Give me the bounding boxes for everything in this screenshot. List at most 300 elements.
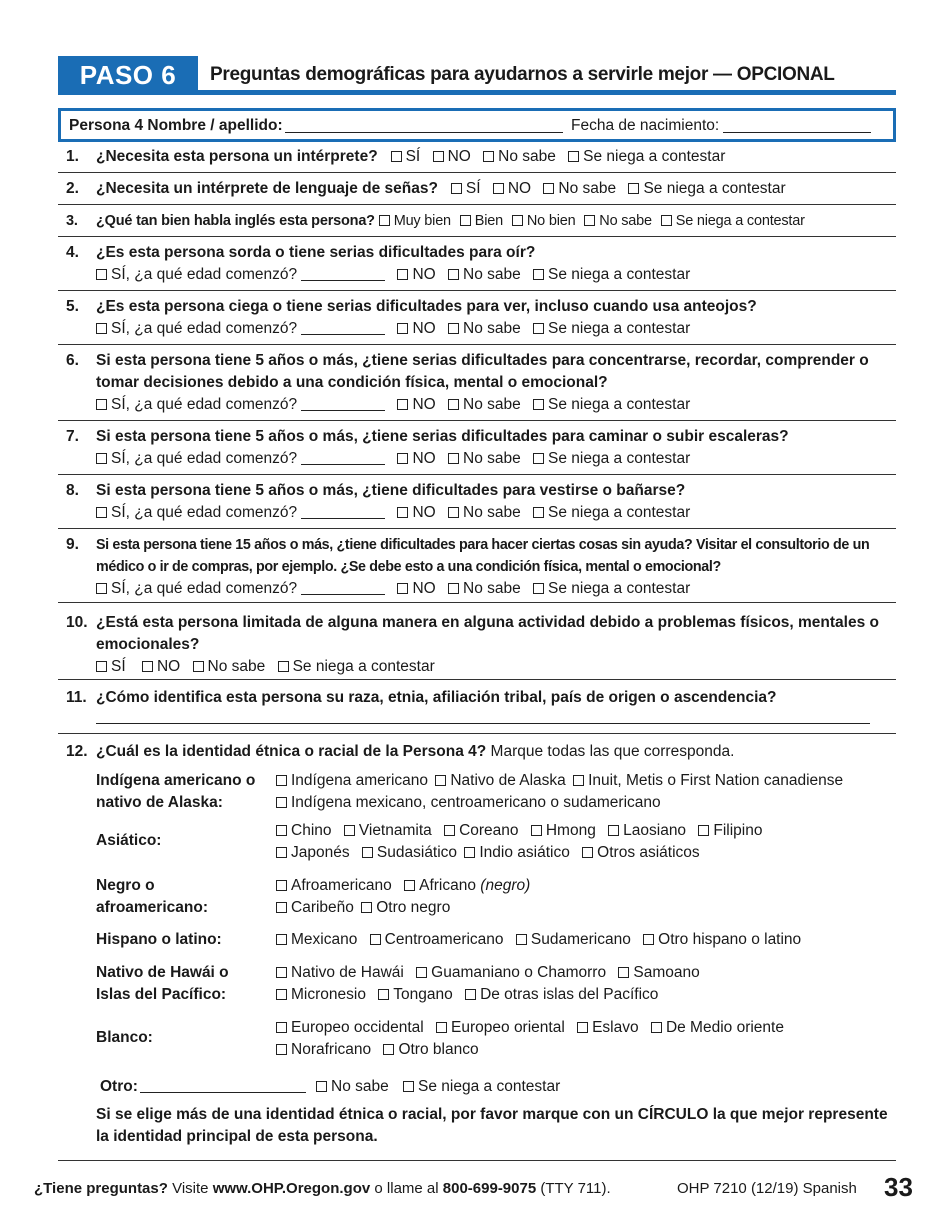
question-number: 9. xyxy=(66,536,79,553)
step-header xyxy=(58,56,896,96)
question-10 xyxy=(58,612,896,680)
checkbox[interactable] xyxy=(493,183,504,194)
checkbox[interactable] xyxy=(448,323,459,334)
option-dont-know[interactable] xyxy=(316,1078,389,1095)
question-text: ¿Cuál es la identidad étnica o racial de la Persona 4? xyxy=(96,743,487,760)
option-other-pacific[interactable] xyxy=(465,986,658,1003)
option-refuse[interactable] xyxy=(278,658,435,675)
age-field[interactable] xyxy=(301,451,385,465)
option-note: (negro) xyxy=(480,877,531,894)
option-label: NO xyxy=(507,180,532,197)
question-text: ¿Cómo identifica esta persona su raza, etnia, afiliación tribal, país de origen o ascendencia? xyxy=(96,689,777,706)
checkbox[interactable] xyxy=(533,507,544,518)
option-label: Otro blanco xyxy=(398,1041,479,1058)
option-no[interactable] xyxy=(397,320,435,337)
option-label: Se niega a contestar xyxy=(548,320,691,337)
option-very-well[interactable] xyxy=(379,213,451,229)
checkbox[interactable] xyxy=(448,399,459,410)
option-no[interactable] xyxy=(397,266,435,283)
question-text: Si esta persona tiene 15 años o más, ¿tiene dificultades para hacer ciertas cosas sin ayuda? Visitar el consultorio de un médico o ir de compras, por ejemplo. ¿Se debe esto a una condición física, mental o emocional? xyxy=(96,537,870,575)
option-label: Otro negro xyxy=(376,899,451,916)
ethnic-group-asian xyxy=(96,820,896,864)
checkbox[interactable] xyxy=(391,151,402,162)
option-refuse[interactable] xyxy=(533,266,690,283)
option-label: Micronesio xyxy=(291,986,366,1003)
option-label: Eslavo xyxy=(592,1019,639,1036)
option-refuse[interactable] xyxy=(661,213,805,229)
checkbox[interactable] xyxy=(618,967,629,978)
option-western-european[interactable] xyxy=(276,1019,424,1036)
question-text: ¿Es esta persona ciega o tiene serias dificultades para ver, incluso cuando usa anteojos? xyxy=(96,298,757,315)
checkbox[interactable] xyxy=(448,269,459,280)
question-8 xyxy=(58,480,896,529)
option-label: SÍ, ¿a qué edad comenzó? xyxy=(111,450,298,467)
option-label: Se niega a contestar xyxy=(583,148,726,165)
option-filipino[interactable] xyxy=(698,822,762,839)
question-1 xyxy=(58,146,896,173)
option-label: Se niega a contestar xyxy=(548,504,691,521)
option-dont-know[interactable] xyxy=(448,580,521,597)
ethnic-group-hispanic xyxy=(96,929,896,951)
question-number: 12. xyxy=(66,743,88,760)
checkbox[interactable] xyxy=(397,507,408,518)
option-label: No sabe xyxy=(207,658,266,675)
option-south-american[interactable] xyxy=(516,931,631,948)
checkbox[interactable] xyxy=(444,825,455,836)
option-dont-know[interactable] xyxy=(584,213,652,229)
origin-answer-field[interactable] xyxy=(96,723,870,724)
question-2 xyxy=(58,178,896,205)
checkbox[interactable] xyxy=(96,583,107,594)
question-number: 1. xyxy=(66,148,79,165)
checkbox[interactable] xyxy=(370,934,381,945)
option-label: Mexicano xyxy=(291,931,358,948)
option-label: NO xyxy=(412,320,436,337)
option-yes[interactable] xyxy=(96,658,126,675)
option-samoan[interactable] xyxy=(618,964,699,981)
option-label: Otros asiáticos xyxy=(597,844,700,861)
footer-question: ¿Tiene preguntas? xyxy=(34,1180,168,1197)
option-dont-know[interactable] xyxy=(448,450,521,467)
option-chinese[interactable] xyxy=(276,822,332,839)
option-north-african[interactable] xyxy=(276,1041,371,1058)
option-yes[interactable] xyxy=(391,148,421,165)
checkbox[interactable] xyxy=(397,269,408,280)
option-label: NO xyxy=(156,658,181,675)
question-3 xyxy=(58,210,896,237)
option-label: Se niega a contestar xyxy=(675,213,805,229)
option-label: No sabe xyxy=(463,320,521,337)
option-label: Chino xyxy=(291,822,332,839)
option-label: Africano xyxy=(419,877,476,894)
checkbox[interactable] xyxy=(276,775,287,786)
footer-tty: (TTY 711). xyxy=(540,1180,611,1197)
option-label: No sabe xyxy=(331,1078,389,1095)
primary-identity-note: Si se elige más de una identidad étnica o racial, por favor marque con un CÍRCULO la que mejor represente la identidad principal de esta persona. xyxy=(96,1106,888,1145)
checkbox[interactable] xyxy=(533,583,544,594)
checkbox[interactable] xyxy=(516,934,527,945)
checkbox[interactable] xyxy=(404,880,415,891)
option-label: SÍ, ¿a qué edad comenzó? xyxy=(111,580,298,597)
checkbox[interactable] xyxy=(378,989,389,1000)
option-label: Se niega a contestar xyxy=(418,1078,561,1095)
dob-field[interactable] xyxy=(723,132,871,133)
option-label: Muy bien xyxy=(393,213,451,229)
checkbox[interactable] xyxy=(276,825,287,836)
option-label: Europeo oriental xyxy=(451,1019,565,1036)
option-label: No sabe xyxy=(463,450,521,467)
option-label: Coreano xyxy=(459,822,519,839)
option-refuse[interactable] xyxy=(533,504,690,521)
header-divider xyxy=(58,90,896,95)
option-label: SÍ xyxy=(111,658,126,675)
option-middle-eastern[interactable] xyxy=(651,1019,784,1036)
checkbox[interactable] xyxy=(577,1022,588,1033)
option-tongan[interactable] xyxy=(378,986,452,1003)
option-label: No sabe xyxy=(558,180,617,197)
checkbox[interactable] xyxy=(643,934,654,945)
checkbox[interactable] xyxy=(483,151,494,162)
checkbox[interactable] xyxy=(661,215,672,226)
question-number: 11. xyxy=(66,689,87,706)
option-refuse[interactable] xyxy=(568,148,725,165)
option-label: NO xyxy=(447,148,471,165)
question-number: 4. xyxy=(66,244,79,261)
checkbox[interactable] xyxy=(397,583,408,594)
option-label: De Medio oriente xyxy=(665,1019,784,1036)
checkbox[interactable] xyxy=(383,1044,394,1055)
checkbox[interactable] xyxy=(397,453,408,464)
option-african-american[interactable] xyxy=(276,877,392,894)
ethnic-group-black xyxy=(96,875,896,919)
option-label: Vietnamita xyxy=(358,822,432,839)
checkbox[interactable] xyxy=(533,399,544,410)
option-african[interactable] xyxy=(404,877,530,894)
option-label: Otro hispano o latino xyxy=(658,931,802,948)
option-well[interactable] xyxy=(460,213,503,229)
question-text: ¿Es esta persona sorda o tiene serias dificultades para oír? xyxy=(96,244,536,261)
option-indigenous-latin[interactable] xyxy=(276,794,661,811)
option-inuit[interactable] xyxy=(573,772,843,789)
option-no[interactable] xyxy=(397,504,435,521)
option-label: Se niega a contestar xyxy=(548,266,691,283)
option-label: SÍ xyxy=(405,148,421,165)
question-number: 7. xyxy=(66,428,79,445)
option-label: Bien xyxy=(474,213,504,229)
option-label: SÍ, ¿a qué edad comenzó? xyxy=(111,396,298,413)
checkbox[interactable] xyxy=(573,775,584,786)
option-label: No sabe xyxy=(463,580,521,597)
checkbox[interactable] xyxy=(416,967,427,978)
option-label: NO xyxy=(412,396,436,413)
option-other-hispanic[interactable] xyxy=(643,931,801,948)
option-no[interactable] xyxy=(397,580,435,597)
person-name-label: Persona 4 Nombre / apellido: xyxy=(69,117,283,134)
footer-call-text: o llame al xyxy=(374,1180,439,1197)
option-dont-know[interactable] xyxy=(193,658,266,675)
checkbox[interactable] xyxy=(584,215,595,226)
option-dont-know[interactable] xyxy=(448,266,521,283)
ethnic-category-label: Blanco: xyxy=(96,1029,153,1046)
option-yes[interactable] xyxy=(451,180,481,197)
option-yes-age[interactable] xyxy=(96,266,297,283)
option-label: Afroamericano xyxy=(291,877,392,894)
checkbox[interactable] xyxy=(193,661,204,672)
option-no[interactable] xyxy=(397,396,435,413)
checkbox[interactable] xyxy=(142,661,153,672)
age-field[interactable] xyxy=(301,321,385,335)
option-central-american[interactable] xyxy=(370,931,504,948)
question-number: 8. xyxy=(66,482,79,499)
option-yes-age[interactable] xyxy=(96,450,297,467)
option-refuse[interactable] xyxy=(628,180,785,197)
option-label: Tongano xyxy=(393,986,453,1003)
checkbox[interactable] xyxy=(361,902,372,913)
option-no[interactable] xyxy=(433,148,471,165)
option-label: Indio asiático xyxy=(479,844,570,861)
option-refuse[interactable] xyxy=(403,1078,560,1095)
option-label: Indígena americano xyxy=(291,772,429,789)
option-label: SÍ xyxy=(465,180,481,197)
checkbox[interactable] xyxy=(276,797,287,808)
option-label: Se niega a contestar xyxy=(643,180,786,197)
option-label: Se niega a contestar xyxy=(292,658,435,675)
other-field[interactable] xyxy=(140,1092,306,1093)
option-guamanian[interactable] xyxy=(416,964,606,981)
option-label: Norafricano xyxy=(291,1041,372,1058)
question-note: Marque todas las que corresponda. xyxy=(490,743,735,760)
option-label: No sabe xyxy=(498,148,556,165)
checkbox[interactable] xyxy=(276,989,287,1000)
option-dont-know[interactable] xyxy=(448,320,521,337)
checkbox[interactable] xyxy=(276,902,287,913)
checkbox[interactable] xyxy=(276,847,287,858)
option-yes-age[interactable] xyxy=(96,396,297,413)
question-text: Si esta persona tiene 5 años o más, ¿tiene dificultades para vestirse o bañarse? xyxy=(96,482,686,499)
ethnic-other-row xyxy=(96,1076,896,1098)
question-number: 2. xyxy=(66,180,79,197)
option-label: Laosiano xyxy=(623,822,687,839)
checkbox[interactable] xyxy=(531,825,542,836)
option-alaska-native[interactable] xyxy=(435,772,565,789)
option-no[interactable] xyxy=(397,450,435,467)
option-label: Se niega a contestar xyxy=(548,396,691,413)
footer-visit-text: Visite xyxy=(172,1180,209,1197)
checkbox[interactable] xyxy=(276,1022,287,1033)
age-field[interactable] xyxy=(301,581,385,595)
checkbox[interactable] xyxy=(608,825,619,836)
option-slavic[interactable] xyxy=(577,1019,639,1036)
question-text: ¿Está esta persona limitada de alguna manera en alguna actividad debido a problemas físicos, mentales o emocionales? xyxy=(96,614,879,653)
option-dont-know[interactable] xyxy=(483,148,556,165)
question-number: 10. xyxy=(66,614,88,631)
question-11 xyxy=(58,687,896,734)
page-number: 33 xyxy=(884,1172,913,1202)
checkbox[interactable] xyxy=(451,183,462,194)
checkbox[interactable] xyxy=(533,269,544,280)
option-refuse[interactable] xyxy=(533,580,690,597)
checkbox[interactable] xyxy=(362,847,373,858)
checkbox[interactable] xyxy=(628,183,639,194)
option-label: Nativo de Alaska xyxy=(450,772,566,789)
option-label: NO xyxy=(412,580,436,597)
footer-divider xyxy=(58,1160,896,1161)
ethnic-group-pacific-islander xyxy=(96,962,896,1006)
option-label: No bien xyxy=(526,213,576,229)
option-label: NO xyxy=(412,450,436,467)
checkbox[interactable] xyxy=(543,183,554,194)
option-dont-know[interactable] xyxy=(448,396,521,413)
option-refuse[interactable] xyxy=(533,396,690,413)
checkbox[interactable] xyxy=(96,323,107,334)
checkbox[interactable] xyxy=(96,453,107,464)
option-label: Hmong xyxy=(545,822,596,839)
option-label: Centroamericano xyxy=(384,931,504,948)
checkbox[interactable] xyxy=(568,151,579,162)
checkbox[interactable] xyxy=(582,847,593,858)
checkbox[interactable] xyxy=(96,269,107,280)
option-label: Caribeño xyxy=(291,899,354,916)
age-field[interactable] xyxy=(301,267,385,281)
checkbox[interactable] xyxy=(460,215,471,226)
option-other-black[interactable] xyxy=(361,899,450,916)
option-other-white[interactable] xyxy=(383,1041,478,1058)
option-indigenous-american[interactable] xyxy=(276,772,428,789)
checkbox[interactable] xyxy=(96,399,107,410)
question-number: 6. xyxy=(66,352,79,369)
checkbox[interactable] xyxy=(316,1081,327,1092)
question-number: 5. xyxy=(66,298,79,315)
option-asian-indian[interactable] xyxy=(464,844,569,861)
option-label: Indígena mexicano, centroamericano o sudamericano xyxy=(291,794,661,811)
option-vietnamese[interactable] xyxy=(344,822,432,839)
option-no[interactable] xyxy=(493,180,531,197)
option-micronesian[interactable] xyxy=(276,986,366,1003)
step-badge: PASO 6 xyxy=(58,56,198,94)
question-5 xyxy=(58,296,896,345)
ethnic-group-white xyxy=(96,1017,896,1061)
option-refuse[interactable] xyxy=(533,320,690,337)
checkbox[interactable] xyxy=(465,989,476,1000)
checkbox[interactable] xyxy=(651,1022,662,1033)
checkbox[interactable] xyxy=(397,399,408,410)
section-title: Preguntas demográficas para ayudarnos a servirle mejor — OPCIONAL xyxy=(210,64,835,85)
footer-phone-link[interactable]: 800-699-9075 xyxy=(442,1180,537,1197)
option-eastern-european[interactable] xyxy=(436,1019,565,1036)
question-text: ¿Necesita un intérprete de lenguaje de señas? xyxy=(96,180,438,197)
option-south-asian[interactable] xyxy=(362,844,457,861)
dob-label: Fecha de nacimiento: xyxy=(571,117,720,134)
age-field[interactable] xyxy=(301,397,385,411)
checkbox[interactable] xyxy=(96,507,107,518)
ethnic-category-label: Asiático: xyxy=(96,832,162,849)
checkbox[interactable] xyxy=(96,661,107,672)
question-7 xyxy=(58,426,896,475)
option-label: Nativo de Hawái xyxy=(291,964,404,981)
question-text: ¿Necesita esta persona un intérprete? xyxy=(96,148,378,165)
option-dont-know[interactable] xyxy=(543,180,616,197)
footer-website-link[interactable]: www.OHP.Oregon.gov xyxy=(212,1180,371,1197)
age-field[interactable] xyxy=(301,505,385,519)
option-no[interactable] xyxy=(142,658,180,675)
checkbox[interactable] xyxy=(278,661,289,672)
person-info-box xyxy=(58,108,896,142)
ethnic-category-label: Nativo de Hawái o Islas del Pacífico: xyxy=(96,964,229,1003)
footer-contact xyxy=(34,1180,611,1197)
option-label: No sabe xyxy=(463,266,521,283)
other-label: Otro: xyxy=(100,1078,138,1095)
option-label: NO xyxy=(412,266,436,283)
option-label: Sudasiático xyxy=(376,844,458,861)
question-text: Si esta persona tiene 5 años o más, ¿tiene serias dificultades para caminar o subir escaleras? xyxy=(96,428,789,445)
checkbox[interactable] xyxy=(464,847,475,858)
checkbox[interactable] xyxy=(512,215,523,226)
option-label: No sabe xyxy=(463,504,521,521)
question-text: ¿Qué tan bien habla inglés esta persona? xyxy=(96,213,375,229)
option-label: SÍ, ¿a qué edad comenzó? xyxy=(111,266,298,283)
option-yes-age[interactable] xyxy=(96,580,297,597)
form-number: OHP 7210 (12/19) Spanish xyxy=(677,1180,857,1197)
option-label: Se niega a contestar xyxy=(548,580,691,597)
option-dont-know[interactable] xyxy=(448,504,521,521)
option-label: SÍ, ¿a qué edad comenzó? xyxy=(111,504,298,521)
option-label: Inuit, Metis o First Nation canadiense xyxy=(588,772,844,789)
checkbox[interactable] xyxy=(344,825,355,836)
checkbox[interactable] xyxy=(448,583,459,594)
option-label: Europeo occidental xyxy=(291,1019,424,1036)
option-label: Filipino xyxy=(713,822,763,839)
option-other-asian[interactable] xyxy=(582,844,700,861)
checkbox[interactable] xyxy=(276,1044,287,1055)
checkbox[interactable] xyxy=(403,1081,414,1092)
option-korean[interactable] xyxy=(444,822,518,839)
ethnic-category-label: Indígena americano o nativo de Alaska: xyxy=(96,772,256,811)
checkbox[interactable] xyxy=(379,215,390,226)
ethnic-category-label: Negro o afroamericano: xyxy=(96,877,208,916)
checkbox[interactable] xyxy=(433,151,444,162)
option-hmong[interactable] xyxy=(531,822,596,839)
option-label: Japonés xyxy=(291,844,350,861)
option-label: NO xyxy=(412,504,436,521)
option-label: SÍ, ¿a qué edad comenzó? xyxy=(111,320,298,337)
checkbox[interactable] xyxy=(698,825,709,836)
checkbox[interactable] xyxy=(276,880,287,891)
checkbox[interactable] xyxy=(397,323,408,334)
option-label: Samoano xyxy=(633,964,700,981)
person-name-field[interactable] xyxy=(285,132,563,133)
checkbox[interactable] xyxy=(448,453,459,464)
option-yes-age[interactable] xyxy=(96,320,297,337)
checkbox[interactable] xyxy=(276,934,287,945)
checkbox[interactable] xyxy=(436,1022,447,1033)
option-not-well[interactable] xyxy=(512,213,576,229)
checkbox[interactable] xyxy=(276,967,287,978)
option-label: Guamaniano o Chamorro xyxy=(431,964,607,981)
option-refuse[interactable] xyxy=(533,450,690,467)
checkbox[interactable] xyxy=(448,507,459,518)
option-yes-age[interactable] xyxy=(96,504,297,521)
checkbox[interactable] xyxy=(435,775,446,786)
option-native-hawaiian[interactable] xyxy=(276,964,404,981)
question-4 xyxy=(58,242,896,291)
option-mexican[interactable] xyxy=(276,931,357,948)
option-caribbean[interactable] xyxy=(276,899,354,916)
checkbox[interactable] xyxy=(533,453,544,464)
option-label: De otras islas del Pacífico xyxy=(480,986,659,1003)
checkbox[interactable] xyxy=(533,323,544,334)
option-laotian[interactable] xyxy=(608,822,686,839)
option-japanese[interactable] xyxy=(276,844,350,861)
